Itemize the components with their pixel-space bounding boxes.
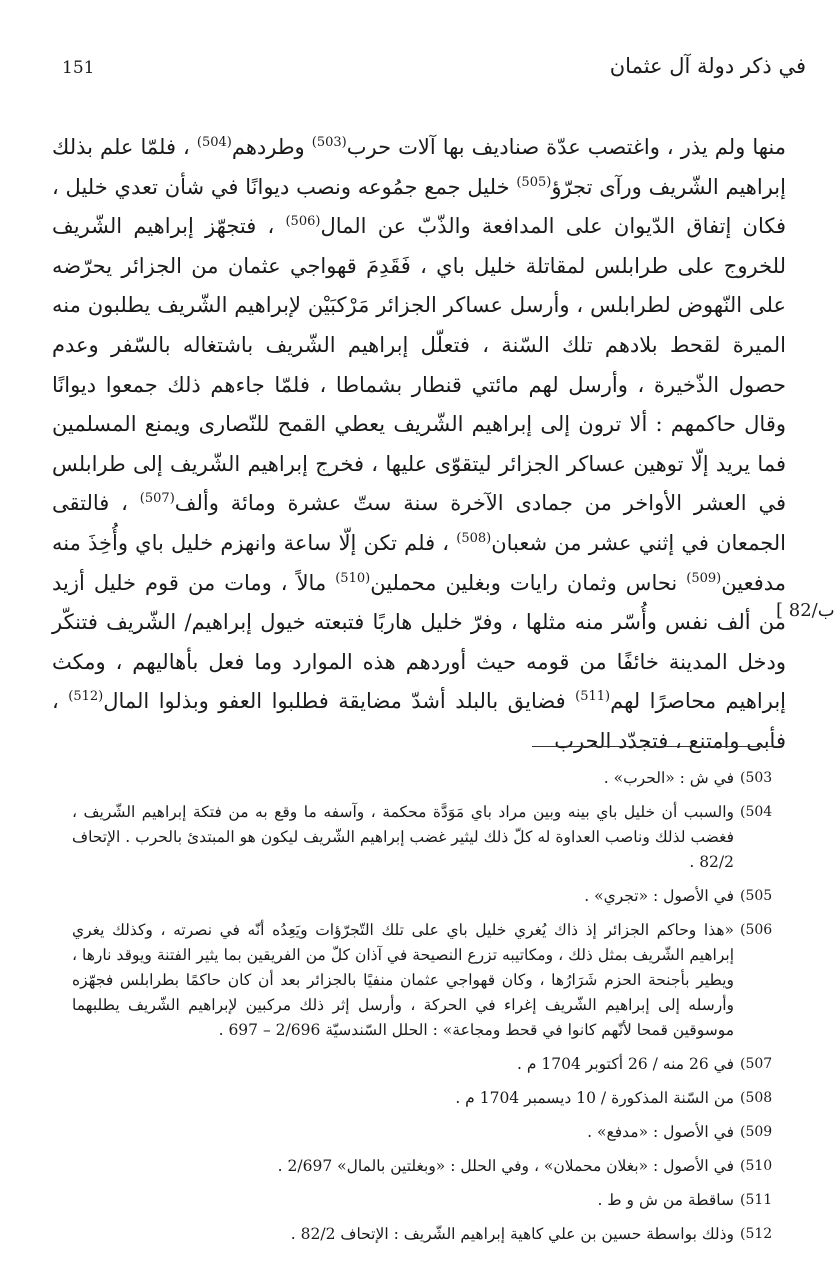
footnote-ref-508[interactable]: (508) — [456, 530, 492, 546]
footnote-text: في الأصول : «مدفع» . — [587, 1123, 734, 1141]
footnote-ref-507[interactable]: (507) — [139, 491, 175, 507]
footnote-number: (505 — [740, 888, 773, 904]
footnotes-list — [72, 766, 780, 1256]
footnote-number: (511 — [740, 1192, 773, 1208]
footnote-text: والسبب أن خليل باي بينه وبين مراد باي مَوَدَّة محكمة ، وآسفه ما وقع به من فتكة إبراهيم الشّريف ، فغضب لذلك وناصب العداوة له كلّ ذلك ليثير غضب إبراهيم الشّريف ليكون هو المبتدئ بالحرب . الإتحاف 82/2 . — [72, 803, 734, 871]
text-segment: ، فلمّا علم بذلك إبراهيم الشّريف ورآى تجرّؤ — [52, 135, 786, 199]
manuscript-folio-marker: [ 82/ب — [776, 600, 835, 621]
footnote — [72, 918, 780, 1043]
footnote — [72, 1086, 780, 1111]
footnote-ref-504[interactable]: (504) — [196, 135, 232, 150]
footnote-text: ساقطة من ش و ط . — [597, 1191, 734, 1209]
footnote-ref-509[interactable]: (509) — [686, 570, 722, 586]
footnote-ref-505[interactable]: (505) — [516, 174, 552, 190]
footnote-text: «هذا وحاكم الجزائر إذ ذاك يُغري خليل باي على تلك التّجرّؤات ويَعِدُه أنّه في نصرته ، وكذلك يغري إبراهيم الشّريف بمثل ذلك ، ومكاتيبه تزرع النصيحة في آذان كلّ من الفريقين بما يثير الفتنة ويوقد نارها ، ويطير بأجنحة الحزم شَرَارُها ، وكان قهواجي عثمان منفيًا بالجزائر بعد أن كان حاكمًا بطرابلس فجهّزه وأرسله إلى إبراهيم الشّريف إغراء في الحركة ، وأرسل إثر ذلك مركبين لإبراهيم الشّريف يطلبهما موسوقين قمحا لأنّهم كانوا في قحط ومجاعة» : الحلل السّندسيّة 2/696 – 697 . — [72, 921, 734, 1039]
footnote-number: (503 — [740, 770, 773, 786]
footnote-number: (507 — [740, 1056, 773, 1072]
footnote-number: (510 — [740, 1158, 773, 1174]
text-segment: ، فلم تكن إلّا ساعة وانهزم خليل باي وأُخِذَ منه مدفعين — [52, 530, 787, 595]
footnote-text: في الأصول : «بغلان محملان» ، وفي الحلل : «وبغلتين بالمال» 2/697 . — [277, 1157, 734, 1175]
footnote — [72, 884, 780, 909]
footnote-number: (506 — [740, 922, 773, 938]
footnote-text: في ش : «الحرب» . — [603, 769, 734, 787]
text-segment: وطردهم — [231, 135, 312, 159]
running-title: في ذكر دولة آل عثمان — [609, 54, 806, 78]
main-text — [52, 128, 786, 762]
text-segment: ، فأبى وامتنع ، فتجدّد الحرب — [52, 689, 786, 753]
text-segment: خليل جمع جمُوعه ونصب ديوانًا في شأن تعدي خليل ، فكان إتفاق الدّيوان على المدافعة والذّبّ عن المال — [52, 174, 786, 239]
footnote-separator — [532, 746, 776, 747]
footnote-ref-510[interactable]: (510) — [335, 570, 371, 586]
text-segment: ، فتجهّز إبراهيم الشّريف للخروج على طرابلس لمقاتلة خليل باي ، فَقَدِمَ قهواجي عثمان من الجزائر يحرّضه على النّهوض لطرابلس ، وأرسل عساكر الجزائر مَرْكبَيْن لإبراهيم الشّريف يطلبون منه الميرة لقحط بلادهم تلك السّنة ، فتعلّل إبراهيم الشّريف باشتغاله بالسّفر وعدم حصول الذّخيرة ، وأرسل لهم مائتي قنطار بشماطا ، فلمّا جاءهم ذلك جمعوا ديوانًا وقال حاكمهم : ألا ترون إلى إبراهيم الشّريف يعطي القمح للنّصارى ويمنع المسلمين فما يريد إلّا توهين عساكر الجزائر ليتقوّى عليها ، فخرج إبراهيم الشّريف إلى طرابلس في العشر الأواخر من جمادى الآخرة سنة ستّ عشرة ومائة وألف — [52, 214, 786, 516]
footnote-text: وذلك بواسطة حسين بن علي كاهية إبراهيم الشّريف : الإتحاف 82/2 . — [290, 1225, 734, 1243]
footnote — [72, 1154, 780, 1179]
text-segment: ، فالتقى الجمعان في إثني عشر من شعبان — [52, 491, 786, 555]
footnote — [72, 800, 780, 875]
footnote-number: (512 — [740, 1226, 773, 1242]
footnote-number: (508 — [740, 1090, 773, 1106]
text-segment: فضايق بالبلد أشدّ مضايقة فطلبوا العفو وبذلوا المال — [103, 689, 576, 714]
footnote-ref-503[interactable]: (503) — [311, 135, 347, 150]
footnote-text: في الأصول : «تجري» . — [584, 887, 734, 905]
footnote-text: في 26 منه / 26 أكتوبر 1704 م . — [517, 1055, 734, 1073]
footnote-number: (504 — [740, 804, 773, 820]
footnote-number: (509 — [740, 1124, 773, 1140]
footnote — [72, 1052, 780, 1077]
footnote-text: من السّنة المذكورة / 10 ديسمبر 1704 م . — [455, 1089, 734, 1107]
footnote-ref-511[interactable]: (511) — [575, 689, 611, 705]
footnote — [72, 766, 780, 791]
text-segment: منها ولم يذر ، واغتصب عدّة صناديف بها آلات حرب — [346, 135, 786, 159]
page-number: 151 — [62, 58, 95, 78]
text-segment: مالاً ، ومات من قوم خليل أزيد من ألف نفس وأُسّر منه مثلها ، وفرّ خليل هاربًا فتبعته خيول إبراهيم/ الشّريف فتنكّر ودخل المدينة خائفًا من قومه حيث أوردهم هذه الموارد وما فعل بأهاليهم ، ومكث إبراهيم محاصرًا لهم — [52, 570, 787, 714]
footnote-ref-506[interactable]: (506) — [285, 214, 321, 230]
footnote — [72, 1222, 780, 1247]
text-segment: نحاس وثمان رايات وبغلين محملين — [370, 570, 687, 595]
footnote-ref-512[interactable]: (512) — [68, 689, 104, 705]
footnote — [72, 1188, 780, 1213]
footnote — [72, 1120, 780, 1145]
